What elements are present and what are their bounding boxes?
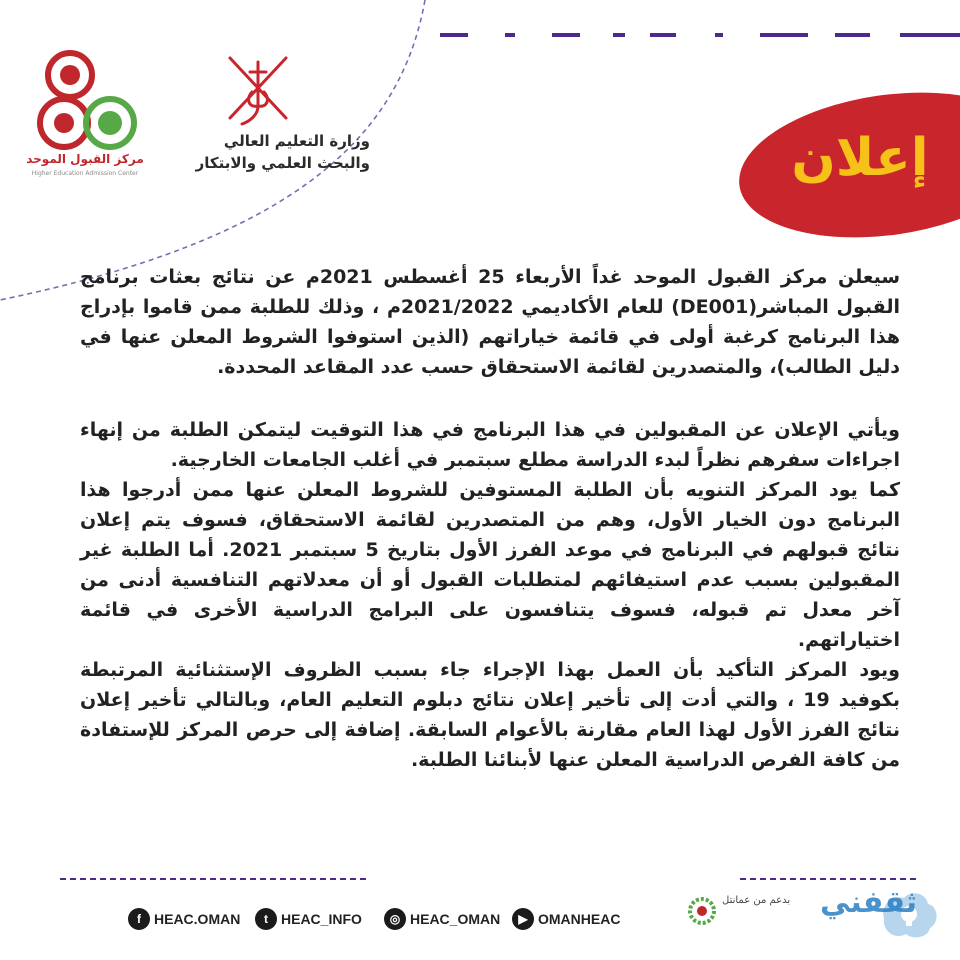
heac-logo-icon <box>30 45 140 155</box>
social-instagram[interactable] <box>384 907 500 931</box>
heac-name: مركز القبول الموحد <box>26 152 144 166</box>
oman-emblem-icon <box>218 48 298 130</box>
omantel-logo-icon <box>688 897 716 925</box>
social-facebook[interactable] <box>128 907 240 931</box>
top-dashed-divider <box>420 30 960 40</box>
social-handle: HEAC_OMAN <box>410 911 501 927</box>
ministry-name-line1: وزارة التعليم العالي <box>223 132 370 150</box>
social-handle: OMANHEAC <box>538 911 621 927</box>
instagram-icon: ◎ <box>384 908 406 930</box>
social-twitter[interactable] <box>255 907 362 931</box>
ministry-name-line2: والبحث العلمي والابتكار <box>195 154 370 172</box>
heac-subtitle: Higher Education Admission Center <box>31 170 139 177</box>
footer-divider-right <box>740 877 920 881</box>
paragraph: ويأتي الإعلان عن المقبولين في هذا البرنامج في هذا التوقيت ليتمكن الطلبة من إنهاء اجراءات سفرهم نظراً لبدء الدراسة مطلع سبتمبر في أغلب الجامعات الخارجية. <box>80 419 900 471</box>
social-handle: HEAC.OMAN <box>154 911 241 927</box>
footer-divider-left <box>60 877 370 881</box>
ministry-name <box>150 130 370 174</box>
paragraph: سيعلن مركز القبول الموحد غداً الأربعاء 25 أغسطس 2021م عن نتائج بعثات برنامج القبول المباشر(DE001) للعام الأكاديمي 2021/2022م ، وذلك للطلبة ممن قاموا بإدراج هذا البرنامج كرغبة أولى في قائمة خياراتهم (الذين استوفوا الشروط المعلن عنها في دليل الطالب)، والمتصدرين لقائمة الاستحقاق حسب عدد المقاعد المحددة. <box>80 266 901 378</box>
paragraph: ويود المركز التأكيد بأن العمل بهذا الإجراء جاء بسبب الظروف الإستثنائية المرتبطة بكوفيد 19 ، والتي أدت إلى تأخير إعلان نتائج دبلوم التعليم العام، وبالتالي تأخير إعلان نتائج الفرز الأول لهذا العام مقارنة بالأعوام السابقة. إضافة إلى حرص المركز للإستفادة من كافة الفرص الدراسية المعلن عنها لأبنائنا الطلبة. <box>80 659 900 771</box>
youtube-icon: ▶ <box>512 908 534 930</box>
watermark-label: ثقفني <box>820 885 918 920</box>
paragraph: كما يود المركز التنويه بأن الطلبة المستوفين للشروط المعلن عنها ممن أدرجوا هذا البرنامج دون الخيار الأول، وهم من المتصدرين لقائمة الاستحقاق، فسوف يتم إعلان نتائج قبولهم في البرنامج في موعد الفرز الأول بتاريخ 5 سبتمبر 2021. أما الطلبة غير المقبولين بسبب عدم استيفائهم لمتطلبات القبول أو أن معدلاتهم التنافسية أدنى من آخر معدل تم قبوله، فسوف يتنافسون على البرامج الدراسية الأخرى في قائمة اختياراتهم. <box>80 479 900 651</box>
social-handle: HEAC_INFO <box>281 911 362 927</box>
social-youtube[interactable] <box>512 907 620 931</box>
facebook-icon: f <box>128 908 150 930</box>
announcement-title: إعلان <box>791 128 929 188</box>
announcement-body <box>80 262 900 775</box>
twitter-icon: t <box>255 908 277 930</box>
sponsor-text: بدعم من عمانتل <box>722 895 791 906</box>
